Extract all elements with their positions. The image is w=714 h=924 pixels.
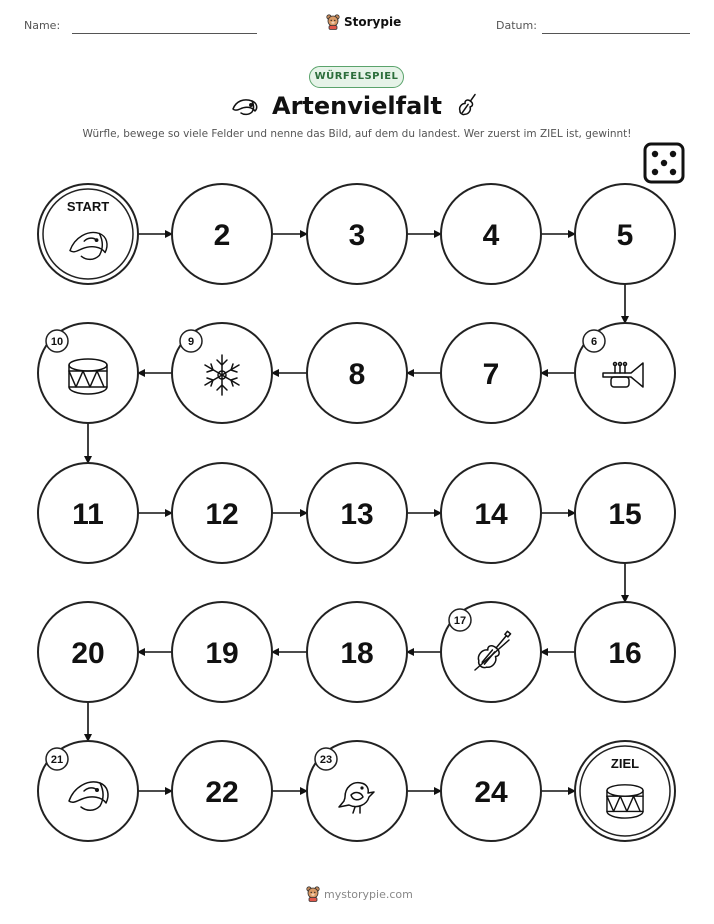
board-space-15 <box>575 463 675 563</box>
space-number: 18 <box>340 637 374 670</box>
brand-name: Storypie <box>344 15 402 29</box>
board-space-6 <box>575 323 675 423</box>
space-label: START <box>66 199 110 214</box>
board-space-14 <box>441 463 541 563</box>
space-number: 24 <box>474 776 508 809</box>
board-space-20 <box>38 602 138 702</box>
board-space-10 <box>38 323 138 423</box>
space-number: 20 <box>71 637 105 670</box>
footer <box>306 886 413 902</box>
board-space-5 <box>575 184 675 284</box>
space-number: 11 <box>72 498 104 531</box>
board-space-16 <box>575 602 675 702</box>
space-number: 4 <box>482 219 500 252</box>
board-space-22 <box>172 741 272 841</box>
space-number: 22 <box>205 776 239 809</box>
board-space-21 <box>38 741 138 841</box>
footer-url: mystorypie.com <box>324 887 413 901</box>
space-number: 10 <box>50 336 64 348</box>
space-number: 5 <box>616 219 634 252</box>
space-number: 23 <box>319 754 333 766</box>
board-space-25 <box>575 741 675 841</box>
space-number: 8 <box>348 358 366 391</box>
name-label: Name: <box>24 19 61 32</box>
board-space-4 <box>441 184 541 284</box>
board-space-23 <box>307 741 407 841</box>
space-number: 16 <box>608 637 642 670</box>
board-space-2 <box>172 184 272 284</box>
board-space-24 <box>441 741 541 841</box>
space-number: 19 <box>205 637 239 670</box>
space-number: 13 <box>340 498 374 531</box>
board-space-18 <box>307 602 407 702</box>
space-number: 2 <box>213 219 231 252</box>
space-number: 12 <box>205 498 239 531</box>
board-spaces <box>38 184 675 841</box>
board-space-7 <box>441 323 541 423</box>
board-space-8 <box>307 323 407 423</box>
board-space-13 <box>307 463 407 563</box>
instructions: Würfle, bewege so viele Felder und nenne das Bild, auf dem du landest. Wer zuerst im ZIEL ist, gewinnt! <box>82 128 632 140</box>
board-space-12 <box>172 463 272 563</box>
space-number: 7 <box>482 358 500 391</box>
space-number: 6 <box>590 336 598 348</box>
date-label: Datum: <box>496 19 537 32</box>
board-space-9 <box>172 323 272 423</box>
board-space-17 <box>441 602 541 702</box>
board-space-11 <box>38 463 138 563</box>
space-number: 21 <box>50 754 64 766</box>
space-number: 15 <box>608 498 642 531</box>
space-number: 3 <box>348 219 366 252</box>
page-title: Artenvielfalt <box>272 92 442 120</box>
bear-icon <box>306 886 320 902</box>
game-type-badge: WÜRFELSPIEL <box>309 66 404 88</box>
space-label: ZIEL <box>610 756 640 771</box>
board-space-3 <box>307 184 407 284</box>
space-number: 9 <box>187 336 195 348</box>
space-number: 14 <box>474 498 508 531</box>
space-number: 17 <box>453 615 467 627</box>
board-space-19 <box>172 602 272 702</box>
board-space-1 <box>38 184 138 284</box>
